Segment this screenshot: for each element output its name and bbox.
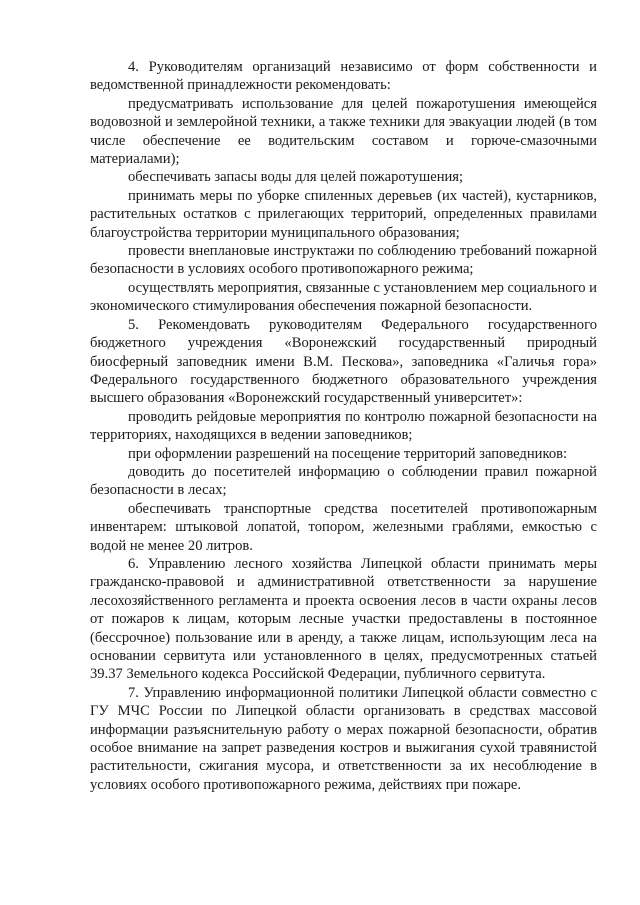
paragraph-5-inventory: обеспечивать транспортные средства посетителей противопожарным инвентарем: штыковой лопатой, топором, железными граблями, емкостью с водой не менее 20 литров. <box>90 500 597 554</box>
paragraph-5-permits: при оформлении разрешений на посещение территорий заповедников: <box>128 445 568 462</box>
paragraph-7: 7. Управлению информационной политики Липецкой области совместно с ГУ МЧС России по Липецкой области организовать в средствах массовой информации разъяснительную работу о мерах пожарной безопасности, обратив особое внимание на запрет разведения костров и выжигания сухой травянистой растительности, сжигания мусора, и ответственности за их несоблюдение в условиях особого противопожарного режима, действиях при пожаре. <box>90 684 597 793</box>
paragraph-4-water: обеспечивать запасы воды для целей пожаротушения; <box>128 169 464 186</box>
document-page <box>90 58 597 794</box>
paragraph-4-incentives: осуществлять мероприятия, связанные с установлением мер социального и экономического стимулирования обеспечения пожарной безопасности. <box>90 279 597 315</box>
paragraph-4-equipment: предусматривать использование для целей пожаротушения имеющейся водовозной и землеройной техники, а также техники для эвакуации людей (в том числе обеспечение ее водительским составом и горюче-смазочными материалами); <box>90 95 597 168</box>
paragraph-4-intro: 4. Руководителям организаций независимо от форм собственности и ведомственной принадлежности рекомендовать: <box>90 59 597 94</box>
paragraph-4-briefings: провести внеплановые инструктажи по соблюдению требований пожарной безопасности в условиях особого противопожарного режима; <box>90 243 597 278</box>
paragraph-5-raids: проводить рейдовые мероприятия по контролю пожарной безопасности на территориях, находящихся в ведении заповедников; <box>90 408 597 444</box>
paragraph-5-inform: доводить до посетителей информацию о соблюдении правил пожарной безопасности в лесах; <box>90 463 597 499</box>
paragraph-6: 6. Управлению лесного хозяйства Липецкой области принимать меры гражданско-правовой и административной ответственности за нарушение лесохозяйственного регламента и проекта освоения лесов в части охраны лесов от пожаров к лицам, которым лесные участки предоставлены в постоянное (бессрочное) пользование или в аренду, а также лицам, использующим леса на основании сервитута или установленного в целях, предусмотренных статьей 39.37 Земельного кодекса Российской Федерации, публичного сервитута. <box>90 555 597 683</box>
paragraph-4-cleanup: принимать меры по уборке спиленных деревьев (их частей), кустарников, растительных остатков с прилегающих территорий, определенных правилами благоустройства территории муниципального образования; <box>90 187 597 241</box>
paragraph-5-intro: 5. Рекомендовать руководителям Федерального государственного бюджетного учреждения «Воронежский государственный природный биосферный заповедник имени В.М. Пескова», заповедника «Галичья гора» Федерального государственного бюджетного образовательного учреждения высшего образования «Воронежский государственный университет»: <box>90 316 597 407</box>
